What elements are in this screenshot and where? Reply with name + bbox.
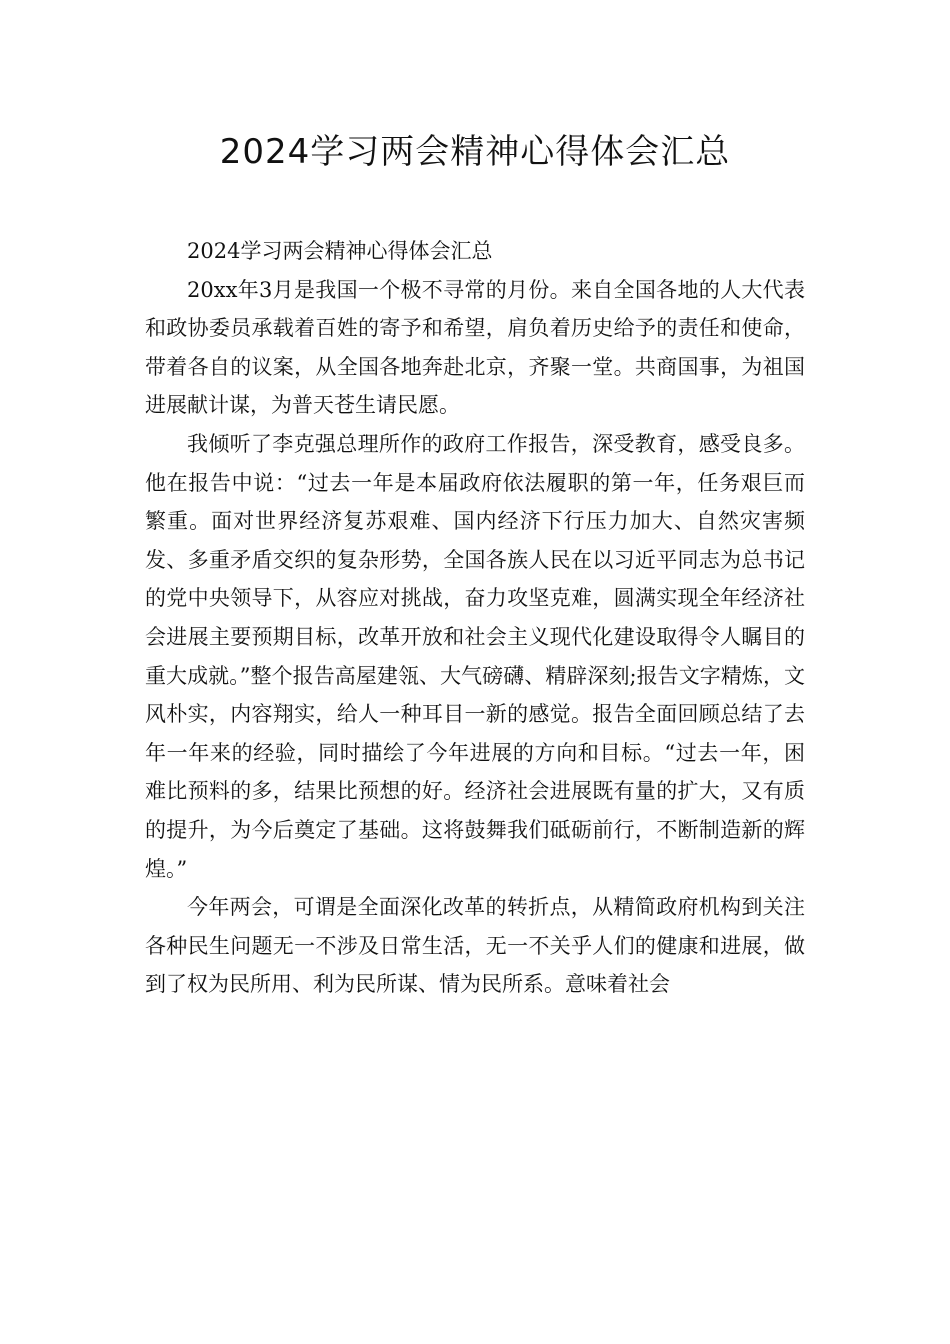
document-title: 2024学习两会精神心得体会汇总 xyxy=(219,132,731,172)
paragraph-reform: 今年两会，可谓是全面深化改革的转折点，从精简政府机构到关注各种民生问题无一不涉及日常生活，无一不关乎人们的健康和进展，做到了权为民所用、利为民所谋、情为民所系。意味着社会 xyxy=(145,895,805,997)
paragraph-intro: 20xx年3月是我国一个极不寻常的月份。来自全国各地的人大代表和政协委员承载着百姓的寄予和希望，肩负着历史给予的责任和使命，带着各自的议案，从全国各地奔赴北京，齐聚一堂。共商国事，为祖国进展献计谋，为普天苍生请民愿。 xyxy=(145,277,805,418)
paragraph-subtitle: 2024学习两会精神心得体会汇总 xyxy=(187,239,493,263)
document-body xyxy=(145,232,805,1004)
paragraph-report: 我倾听了李克强总理所作的政府工作报告，深受教育，感受良多。他在报告中说：“过去一年是本届政府依法履职的第一年，任务艰巨而繁重。面对世界经济复苏艰难、国内经济下行压力加大、自然灾害频发、多重矛盾交织的复杂形势，全国各族人民在以习近平同志为总书记的党中央领导下，从容应对挑战，奋力攻坚克难，圆满实现全年经济社会进展主要预期目标，改革开放和社会主义现代化建设取得令人瞩目的重大成就。”整个报告高屋建瓴、大气磅礴、精辟深刻;报告文字精炼，文风朴实，内容翔实，给人一种耳目一新的感觉。报告全面回顾总结了去年一年来的经验，同时描绘了今年进展的方向和目标。“过去一年，困难比预料的多，结果比预想的好。经济社会进展既有量的扩大，又有质的提升，为今后奠定了基础。这将鼓舞我们砥砺前行，不断制造新的辉煌。” xyxy=(145,431,805,881)
